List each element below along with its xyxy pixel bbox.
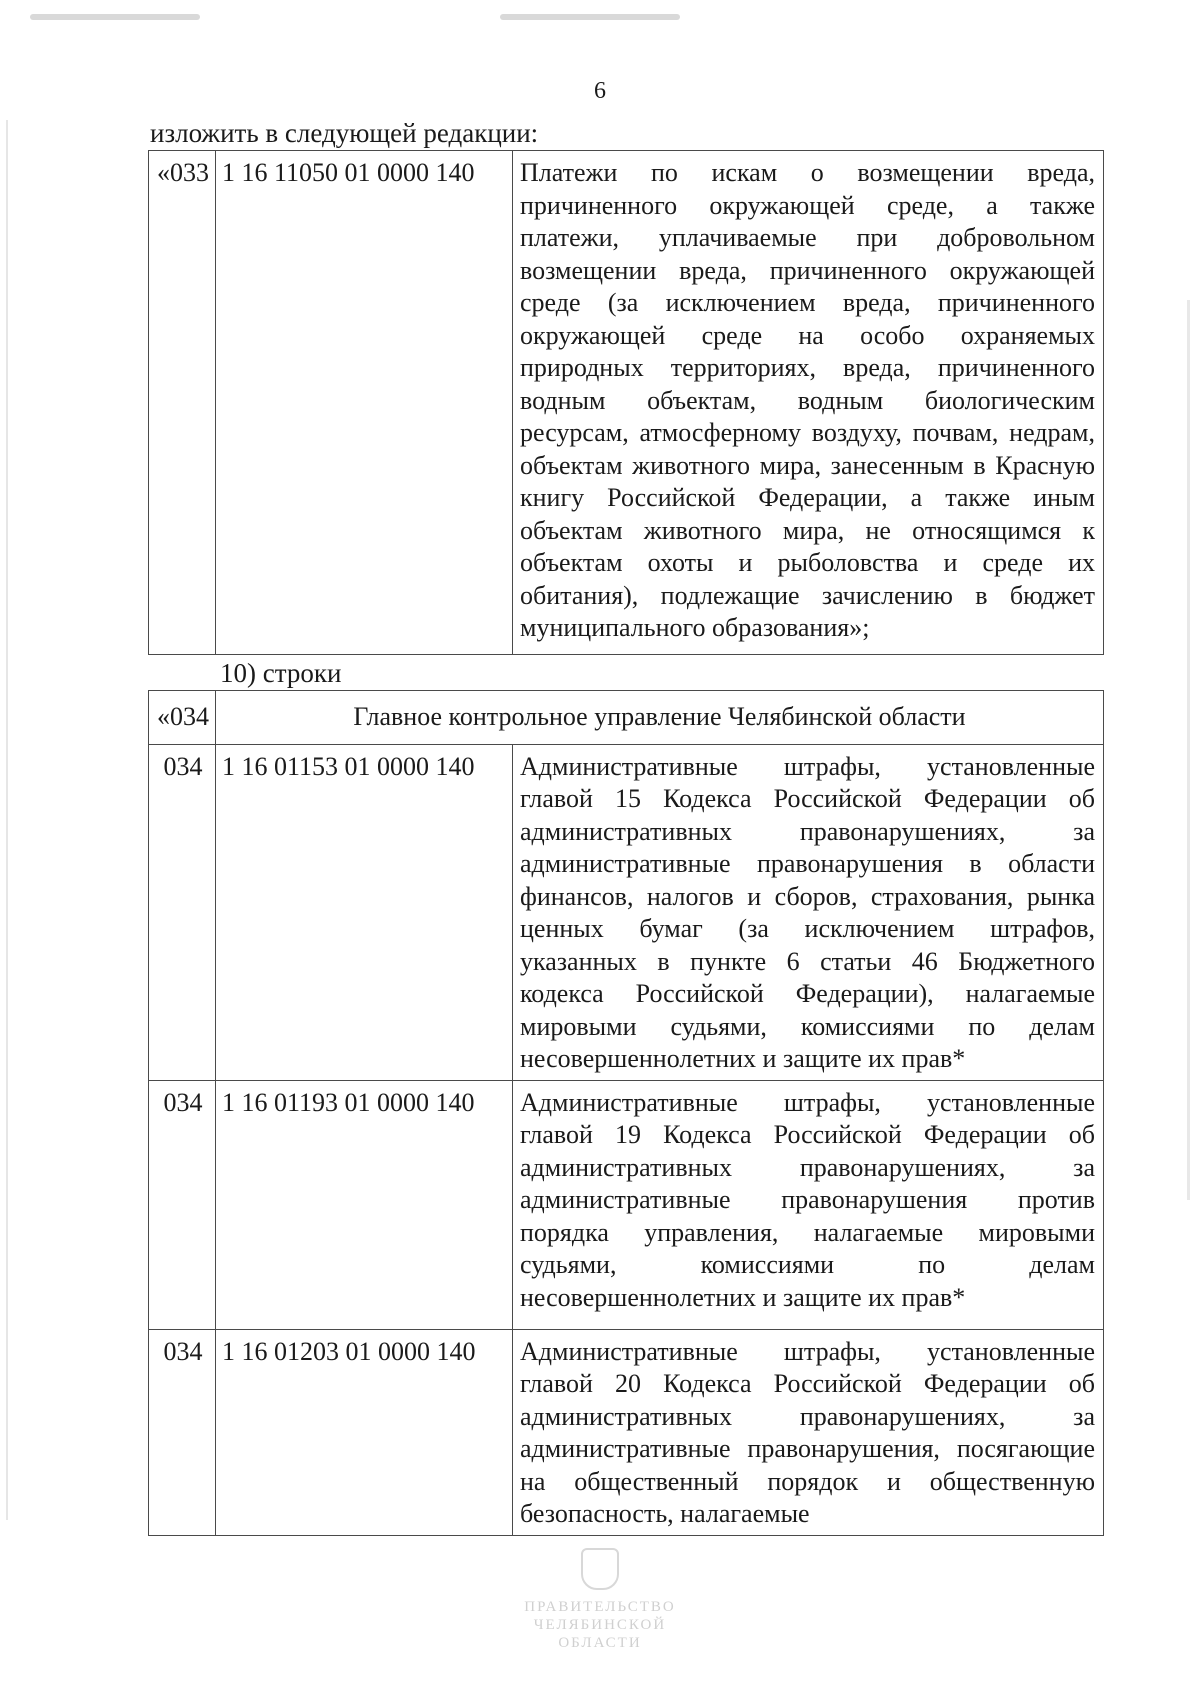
admin-code-cell: «033 <box>149 151 216 655</box>
scan-artifact <box>500 14 680 20</box>
revenue-table-1 <box>148 150 1104 655</box>
description-cell: Административные штрафы, установленные главой 15 Кодекса Российской Федерации об административных правонарушениях, за административные правонарушения в области финансов, налогов и сборов, страхования, рынка ценных бумаг (за исключением штрафов, указанных в пункте 6 статьи 46 Бюджетного кодекса Российской Федерации), налагаемые мировыми судьями, комиссиями по делам несовершеннолетних и защите их прав* <box>513 744 1104 1080</box>
revenue-code-cell: 1 16 01193 01 0000 140 <box>216 1080 513 1329</box>
table-header-row <box>149 691 1104 745</box>
table-row <box>149 151 1104 655</box>
revenue-table-2 <box>148 690 1104 1536</box>
table-row <box>149 1080 1104 1329</box>
admin-code-cell: 034 <box>149 1329 216 1535</box>
coat-of-arms-icon <box>581 1548 619 1590</box>
admin-code-cell: 034 <box>149 744 216 1080</box>
description-cell: Административные штрафы, установленные главой 20 Кодекса Российской Федерации об административных правонарушениях, за административные правонарушения, посягающие на общественный порядок и общественную безопасность, налагаемые <box>513 1329 1104 1535</box>
description-cell: Административные штрафы, установленные главой 19 Кодекса Российской Федерации об административных правонарушениях, за административные правонарушения против порядка управления, налагаемые мировыми судьями, комиссиями по делам несовершеннолетних и защите их прав* <box>513 1080 1104 1329</box>
watermark-line: ПРАВИТЕЛЬСТВО <box>524 1599 676 1615</box>
scan-edge <box>1187 300 1190 1200</box>
item-10-label: 10) строки <box>220 658 342 688</box>
scan-edge <box>6 120 8 1520</box>
table-row <box>149 1329 1104 1535</box>
revenue-code-cell: 1 16 11050 01 0000 140 <box>216 151 513 655</box>
admin-code-cell: 034 <box>149 1080 216 1329</box>
table-row <box>149 744 1104 1080</box>
revenue-code-cell: 1 16 01203 01 0000 140 <box>216 1329 513 1535</box>
government-watermark <box>520 1548 680 1652</box>
intro-text: изложить в следующей редакции: <box>150 118 539 148</box>
watermark-line: ЧЕЛЯБИНСКОЙ ОБЛАСТИ <box>533 1617 667 1651</box>
description-cell: Платежи по искам о возмещении вреда, причиненного окружающей среде, а также платежи, уплачиваемые при добровольном возмещении вреда, причиненного окружающей среде (за исключением вреда, причиненного окружающей среде на особо охраняемых природных территориях, вреда, причиненного водным объектам, водным биологическим ресурсам, атмосферному воздуху, почвам, недрам, объектам животного мира, занесенным в Красную книгу Российской Федерации, а также иным объектам животного мира, не относящимся к объектам охоты и рыболовства и среде их обитания), подлежащие зачислению в бюджет муниципального образования»; <box>513 151 1104 655</box>
page-number: 6 <box>594 78 606 104</box>
admin-code-cell: «034 <box>149 691 216 745</box>
scan-artifact <box>30 14 200 20</box>
agency-title-cell: Главное контрольное управление Челябинской области <box>216 691 1104 745</box>
revenue-code-cell: 1 16 01153 01 0000 140 <box>216 744 513 1080</box>
